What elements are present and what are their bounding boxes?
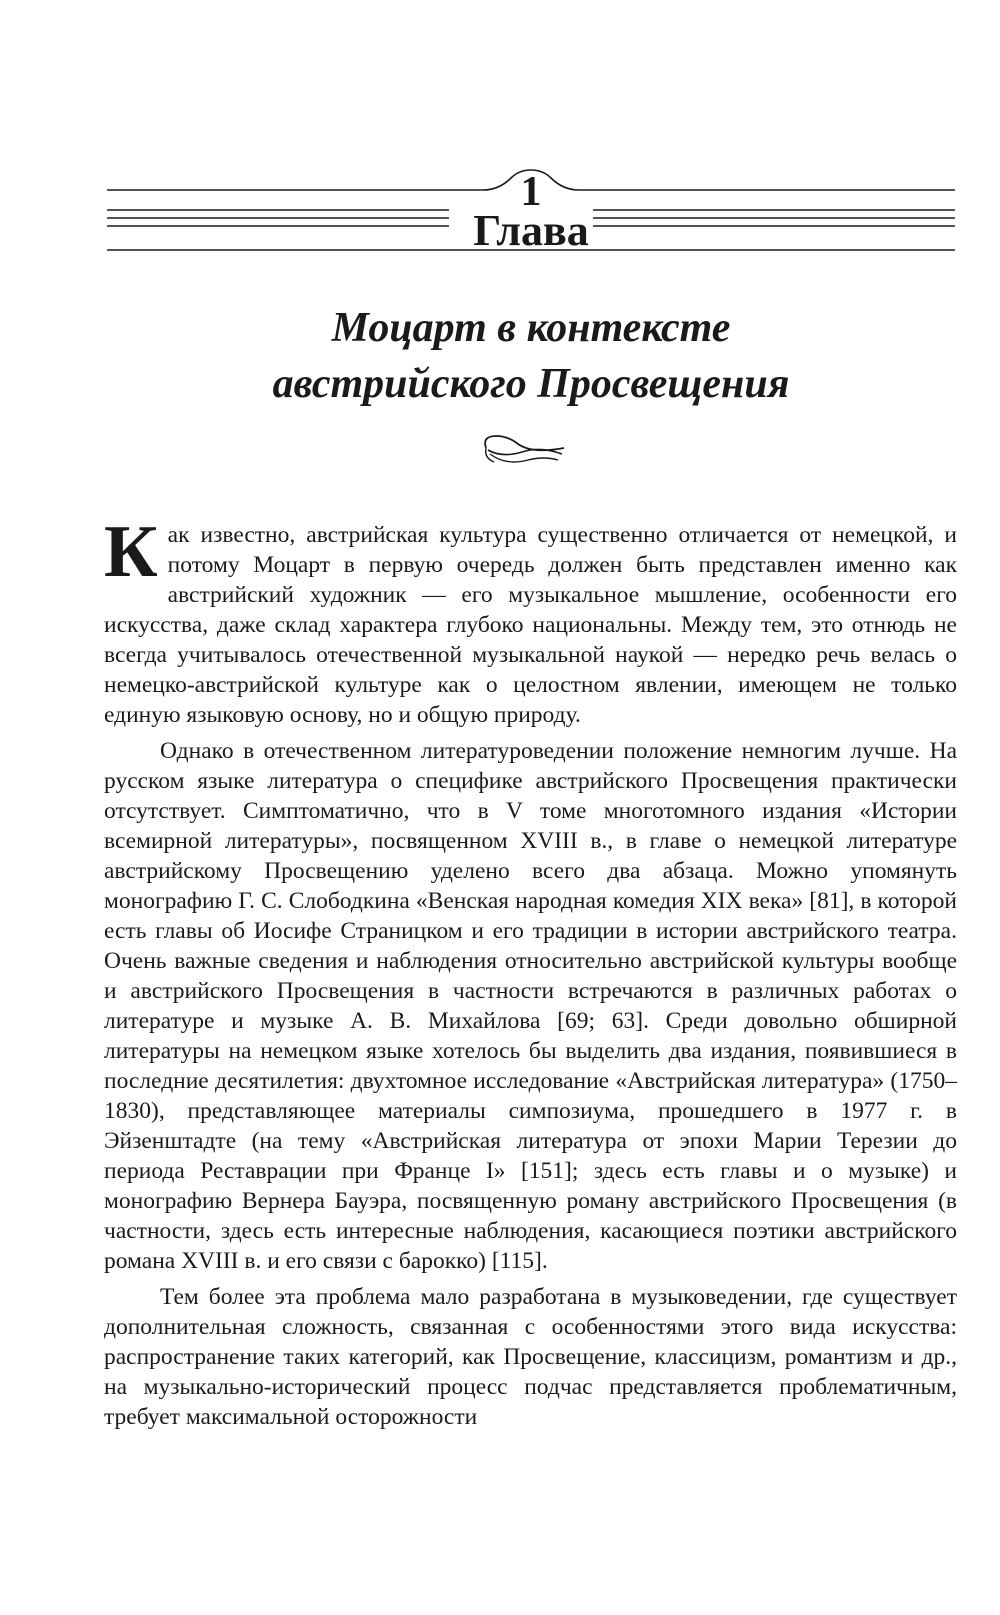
chapter-title-line-2: австрийского Просвещения	[272, 361, 790, 407]
body-text	[104, 511, 957, 1438]
chapter-title	[107, 300, 955, 412]
paragraph-1	[104, 511, 957, 730]
chapter-header	[107, 168, 955, 258]
paragraph-3: Тем более эта проблема мало разработана в музыковедении, где существует дополнительная сложность, связанная с особенностями этого вида искусства: распространение таких категорий, как Просвещение, классицизм, романтизм и др., на музыкально-исторический процесс подчас представляется проблематичным, требует максимальной осторожности	[104, 1284, 957, 1430]
chapter-title-line-1: Моцарт в контексте	[331, 305, 731, 351]
drop-cap: К	[104, 511, 158, 593]
chapter-number: 1	[520, 169, 542, 215]
paragraph-1-text: ак известно, австрийская культура существенно отличается от немецкой, и потому Моцарт в первую очередь должен быть представлен именно как австрийский художник — его музыкальное мышление, особенности его искусства, даже склад характера глубоко национальны. Между тем, это отнюдь не всегда учитывалось отечественной музыкальной наукой — нередко речь велась о немецко-австрийской культуре как о целостном явлении, имеющем не только единую языковую основу, но и общую природу.	[104, 522, 957, 728]
flourish-ornament-icon	[478, 428, 568, 470]
paragraph-2: Однако в отечественном литературоведении положение немногим лучше. На русском языке литература о специфике австрийского Просвещения практически отсутствует. Симптоматично, что в V томе многотомного издания «Истории всемирной литературы», посвященном XVIII в., в главе о немецкой литературе австрийскому Просвещению уделено всего два абзаца. Можно упомянуть монографию Г. С. Слободкина «Венская народная комедия XIX века» [81], в которой есть главы об Иосифе Страницком и его традиции в истории австрийского театра. Очень важные сведения и наблюдения относительно австрийской культуры вообще и австрийского Просвещения в частности встречаются в различных работах о литературе и музыке А. В. Михайлова [69; 63]. Среди довольно обширной литературы на немецком языке хотелось бы выделить два издания, появившиеся в последние десятилетия: двухтомное исследование «Австрийская литература» (1750–1830), представляющее материалы симпозиума, прошедшего в 1977 г. в Эйзенштадте (на тему «Австрийская литература от эпохи Марии Терезии до периода Реставрации при Франце I» [151]; здесь есть главы и о музыке) и монографию Вернера Бауэра, посвященную роману австрийского Просвещения (в частности, здесь есть интересные наблюдения, касающиеся поэтики австрийского романа XVIII в. и его связи с барокко) [115].	[104, 738, 957, 1274]
chapter-label: Глава	[473, 206, 589, 255]
